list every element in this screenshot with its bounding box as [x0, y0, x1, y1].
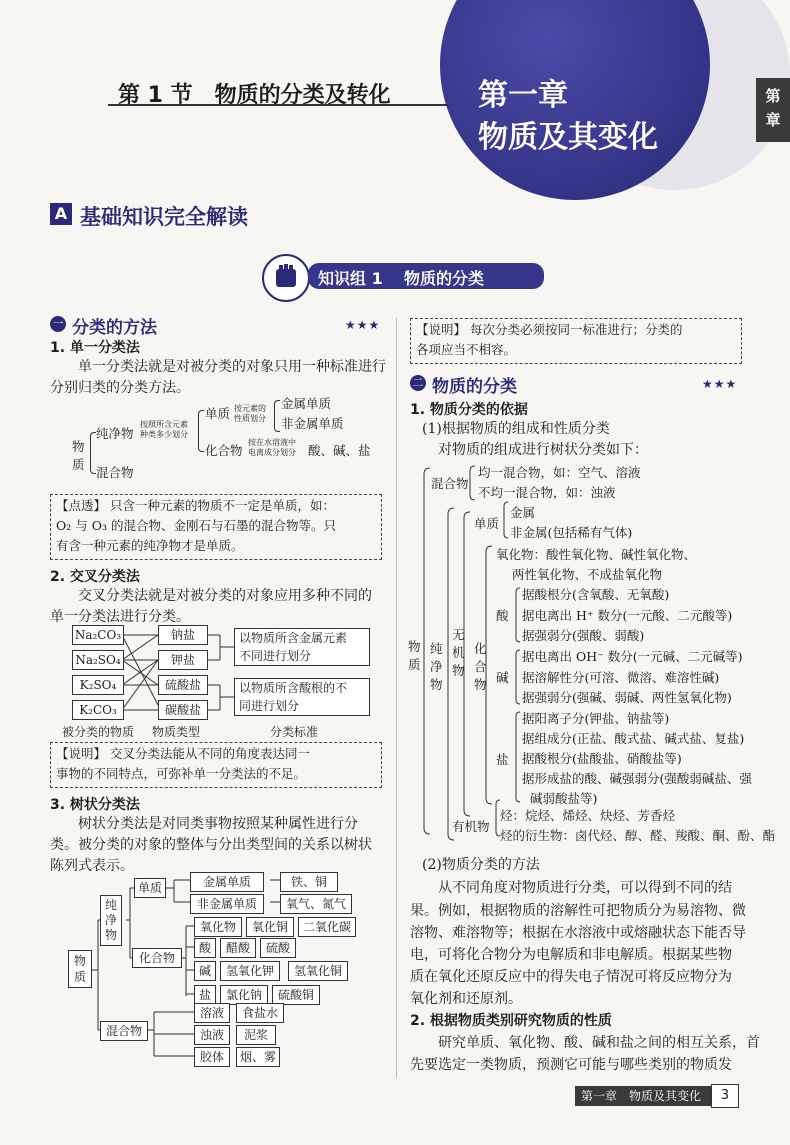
- h2-badge: 二: [410, 375, 426, 391]
- bt-hh1: 均一混合物，如：空气、溶液: [478, 465, 641, 480]
- bt-y4: 据形成盐的酸、碱强弱分(强酸弱碱盐、强: [522, 771, 752, 786]
- bt-wuji-2: 机: [452, 645, 465, 660]
- tip1-line1: 【点透】 只含一种元素的物质不一定是单质，如：: [56, 498, 335, 513]
- cross-cap-3: 分类标准: [270, 725, 319, 739]
- r-q1: 研究单质、氧化物、酸、碱和盐之间的相互关系，首: [438, 1035, 760, 1051]
- cross-item-1: Na₂CO₃: [72, 625, 124, 645]
- s3-p2: 类。被分类的对象的整体与分出类型间的关系以树状: [50, 837, 372, 853]
- bt-y5: 碱弱酸盐等): [530, 791, 598, 806]
- cross-cap-1: 被分类的物质: [62, 725, 135, 739]
- t3-huahewu: 化合物: [132, 948, 182, 968]
- knowledge-group-label: 知识组 1: [318, 269, 383, 288]
- t3-yan: 盐: [194, 985, 216, 1005]
- cross-type-4: 碳酸盐: [158, 700, 208, 720]
- t3-rongye-ex: 食盐水: [236, 1003, 284, 1023]
- cross-std-2b: 同进行划分: [239, 699, 300, 713]
- r-p6: 氧化剂和还原剂。: [410, 991, 522, 1007]
- t1-wuzhi-1: 物: [72, 439, 85, 454]
- bt-wuji-1: 无: [452, 627, 465, 642]
- chapter-label: 第一章: [478, 78, 568, 113]
- bt-wuzhi-1: 物: [408, 639, 421, 654]
- tip1-line2: O₂ 与 O₃ 的混合物、金刚石与石墨的混合物等。只: [56, 518, 336, 533]
- t3-jian-ex2: 氢氧化铜: [288, 961, 348, 981]
- t1-brace3: [274, 400, 280, 432]
- t3-feijinshu: 非金属单质: [190, 894, 264, 914]
- cross-item-3: K₂SO₄: [72, 675, 124, 695]
- t3-chun-1: 纯: [104, 898, 117, 912]
- r-s1-title: 1. 物质分类的依据: [410, 402, 528, 418]
- bt-yh2: 两性氧化物、不成盐氧化物: [512, 567, 663, 582]
- r-q2: 先要选定一类物质，预测它可能与哪些类别的物质发: [410, 1057, 732, 1073]
- r-p2: 果。例如，根据物质的溶解性可把物质分为易溶物、微: [410, 903, 746, 919]
- t3-yanghuawu-ex1: 氧化铜: [246, 917, 294, 937]
- t1-danzhi: 单质: [205, 406, 231, 421]
- column-divider: [396, 318, 397, 1078]
- cross-item-4: K₂CO₃: [72, 700, 124, 720]
- r-p3: 溶物、难溶物等；根据在水溶液中或熔融状态下能否导: [410, 925, 746, 941]
- cross-type-2: 钾盐: [158, 650, 208, 670]
- bt-yj1: 烃：烷烃、烯烃、炔烃、芳香烃: [500, 808, 676, 823]
- banner-title: 基础知识完全解读: [80, 205, 248, 229]
- cross-std-1: [234, 628, 370, 666]
- bt-yj2: 烃的衍生物：卤代烃、醇、醛、羧酸、酮、酚、酯: [500, 828, 776, 843]
- t1-note-b1: 按元素的: [234, 404, 266, 413]
- t3-yan-ex2: 硫酸铜: [272, 985, 320, 1005]
- t3-hunhewu: 混合物: [100, 1021, 148, 1041]
- note2-line1: 【说明】 交叉分类法能从不同的角度表达同一: [56, 746, 310, 761]
- bt-chun: [430, 640, 444, 694]
- t3-jinshu-ex: 铁、铜: [280, 872, 338, 892]
- t3-chun: [100, 895, 122, 946]
- cross-cap-2: 物质类型: [152, 725, 201, 739]
- s2-title: 2. 交叉分类法: [50, 569, 140, 585]
- banner-letter: A: [50, 203, 72, 225]
- h1-badge: 一: [50, 316, 66, 332]
- s1-title: 1. 单一分类法: [50, 340, 140, 356]
- bt-j1: 据电离出 OH⁻ 数分(一元碱、二元碱等): [522, 649, 743, 664]
- knowledge-icon: [262, 254, 310, 302]
- chapter-title: 物质及其变化: [478, 120, 658, 155]
- bt-youji: 有机物: [452, 819, 490, 834]
- r-sub1b: 对物质的组成进行树状分类如下：: [438, 442, 648, 458]
- bt-wuji: [452, 626, 466, 680]
- t3-root-1: 物: [73, 954, 86, 968]
- bt-hh2: 不均一混合物，如：浊液: [478, 485, 616, 500]
- t1-hunhewu: 混合物: [96, 465, 134, 480]
- bt-s3: 据强弱分(强酸、弱酸): [522, 628, 645, 643]
- bt-hunhewu: 混合物: [431, 476, 469, 491]
- t3-yanghuawu-ex2: 二氧化碳: [298, 917, 356, 937]
- cross-type-1: 钠盐: [158, 625, 208, 645]
- s2-p2: 单一分类法进行分类。: [50, 609, 190, 625]
- h2-stars: ★★★: [702, 377, 738, 391]
- cross-item-2: Na₂SO₄: [72, 650, 124, 670]
- note2-line2: 事物的不同特点，可弥补单一分类法的不足。: [56, 766, 307, 781]
- t1-jinshu: 金属单质: [281, 396, 332, 411]
- t3-danzhi: 单质: [134, 878, 166, 898]
- bt-chun-2: 净: [430, 659, 443, 674]
- t1-chunjingwu: 纯净物: [96, 426, 134, 441]
- bt-j3: 据强弱分(强碱、弱碱、两性氢氧化物): [522, 690, 732, 705]
- t1-note-c2: 电离成分划分: [248, 448, 296, 457]
- t3-jiaoti-ex: 烟、雾: [236, 1047, 280, 1067]
- t1-feijinshu: 非金属单质: [281, 416, 344, 431]
- s1-p2: 分别归类的分类方法。: [50, 380, 190, 396]
- bt-wuzhi: [408, 638, 422, 674]
- t3-jinshu: 金属单质: [190, 872, 264, 892]
- bt-huahe: [474, 640, 488, 694]
- cross-std-2: [234, 678, 370, 716]
- r-sub1: (1)根据物质的组成和性质分类: [422, 421, 610, 437]
- s1-p1: 单一分类法就是对被分类的对象只用一种标准进行: [78, 359, 386, 375]
- t1-wuzhi-2: 质: [72, 457, 85, 472]
- t1-wuzhi: [72, 438, 86, 474]
- bt-huahe-1: 化: [474, 641, 487, 656]
- page-number: 3: [711, 1084, 739, 1108]
- t3-zhuoye-ex: 泥浆: [236, 1025, 276, 1045]
- tab-top: 第: [765, 87, 781, 105]
- s2-p1: 交叉分类法就是对被分类的对象应用多种不同的: [78, 588, 372, 604]
- cross-std-2a: 以物质所含酸根的不: [239, 681, 348, 695]
- h1-title: 分类的方法: [72, 318, 157, 338]
- h2-title: 物质的分类: [432, 377, 517, 397]
- tab-bottom: 章: [765, 111, 781, 129]
- t3-jian: 碱: [194, 961, 216, 981]
- bt-y2: 据组成分(正盐、酸式盐、碱式盐、复盐): [522, 731, 745, 746]
- t3-chun-3: 物: [104, 928, 117, 942]
- t3-yan-ex1: 氯化钠: [220, 985, 268, 1005]
- t3-chun-2: 净: [104, 913, 117, 927]
- bt-j2: 据溶解性分(可溶、微溶、难溶性碱): [522, 670, 720, 685]
- h1-stars: ★★★: [345, 318, 381, 332]
- bt-dz1: 金属: [510, 505, 536, 520]
- bt-yh1: 氧化物：酸性氧化物、碱性氧化物、: [496, 547, 697, 562]
- tip1-line3: 有含一种元素的纯净物才是单质。: [56, 538, 244, 553]
- t3-jiaoti: 胶体: [194, 1047, 230, 1067]
- s3-title: 3. 树状分类法: [50, 797, 140, 813]
- s3-p3: 陈列式表示。: [50, 858, 134, 874]
- bt-jian: 碱: [496, 670, 509, 685]
- t3-suan-ex2: 硫酸: [260, 938, 296, 958]
- r-sub2: (2)物质分类的方法: [422, 857, 540, 873]
- t3-root: [68, 950, 92, 988]
- t1-huahewu: 化合物: [205, 443, 243, 458]
- bt-huahe-3: 物: [474, 677, 487, 692]
- bt-danzhi: 单质: [474, 516, 500, 531]
- bt-y3: 据酸根分(盐酸盐、硝酸盐等): [522, 751, 682, 766]
- right-note-line2: 各项应当不相容。: [416, 342, 517, 357]
- t3-rongye: 溶液: [194, 1003, 230, 1023]
- bt-huahe-2: 合: [474, 659, 487, 674]
- bt-s1: 据酸根分(含氧酸、无氧酸): [522, 587, 670, 602]
- t1-acids: 酸、碱、盐: [308, 443, 371, 458]
- t1-note-a1: 按照所含元素: [140, 420, 188, 429]
- bt-yan: 盐: [496, 752, 509, 767]
- chapter-side-tab[interactable]: [756, 78, 790, 142]
- footer-chapter: 第一章 物质及其变化: [575, 1086, 711, 1106]
- r-p5: 质在氧化还原反应中的得失电子情况可将反应物分为: [410, 969, 732, 985]
- bt-wuzhi-2: 质: [408, 657, 421, 672]
- t1-note-b: [234, 404, 266, 424]
- right-note-line1: 【说明】 每次分类必须按同一标准进行；分类的: [416, 322, 683, 337]
- s3-p1: 树状分类法是对同类事物按照某种属性进行分: [78, 816, 358, 832]
- r-p4: 电，可将化合物分为电解质和非电解质。根据某些物: [410, 947, 732, 963]
- t3-suan: 酸: [194, 938, 216, 958]
- bt-wuji-3: 物: [452, 663, 465, 678]
- t3-feijinshu-ex: 氧气、氮气: [280, 894, 352, 914]
- bt-y1: 据阳离子分(钾盐、钠盐等): [522, 711, 670, 726]
- cross-std-1a: 以物质所含金属元素: [239, 631, 348, 645]
- cross-std-1b: 不同进行划分: [239, 649, 312, 663]
- t3-root-2: 质: [73, 970, 86, 984]
- cross-type-3: 硫酸盐: [158, 675, 208, 695]
- section-title: 第 1 节 物质的分类及转化: [118, 83, 391, 108]
- bt-chun-3: 物: [430, 677, 443, 692]
- t1-note-c1: 按在水溶液中: [248, 438, 296, 447]
- t3-suan-ex1: 醋酸: [220, 938, 256, 958]
- t3-zhuoye: 浊液: [194, 1025, 230, 1045]
- bt-suan: 酸: [496, 608, 509, 623]
- r-p1: 从不同角度对物质进行分类，可以得到不同的结: [438, 880, 732, 896]
- bt-s2: 据电离出 H⁺ 数分(一元酸、二元酸等): [522, 608, 733, 623]
- t1-note-c: [248, 438, 296, 458]
- t1-note-a2: 种类多少划分: [140, 430, 188, 439]
- t1-note-a: [140, 420, 188, 440]
- r-s2-title: 2. 根据物质类别研究物质的性质: [410, 1013, 612, 1029]
- t3-jian-ex1: 氢氧化钾: [220, 961, 280, 981]
- t1-brace2: [198, 410, 204, 452]
- t1-note-b2: 性质划分: [234, 414, 266, 423]
- knowledge-group-title: 物质的分类: [404, 269, 485, 288]
- bt-dz2: 非金属(包括稀有气体): [510, 525, 633, 540]
- t3-yanghuawu: 氧化物: [194, 917, 242, 937]
- bt-chun-1: 纯: [430, 641, 443, 656]
